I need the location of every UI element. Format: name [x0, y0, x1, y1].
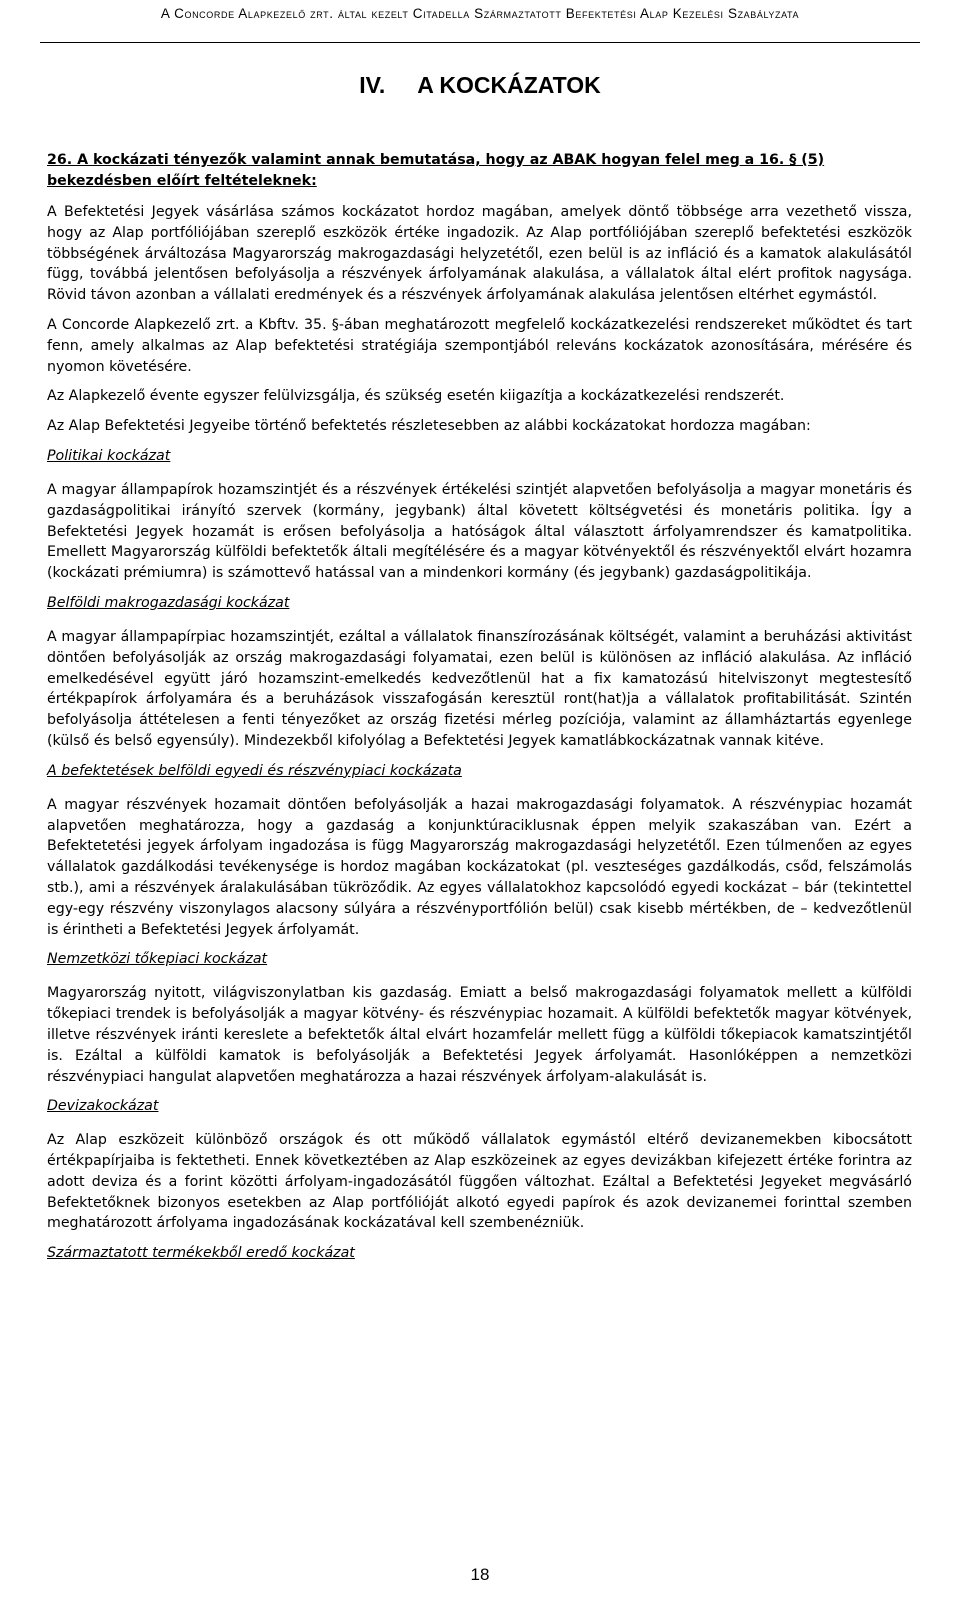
intro-paragraph: A Befektetési Jegyek vásárlása számos kockázatot hordoz magában, amelyek döntő többsége arra vezethető vissza, hogy az Alap portfóliójában szereplő eszközök értéke ingadozik. Az Alap portfóliójában szereplő befektetési eszközök többségének árváltozása Magyarország makrogazdasági helyzetétől, ezen belül is az infláció és a kamatok alakulásától függ, továbbá jelentősen befolyásolja a részvények árfolyamának alakulása, a vállalatok által elért profitok nagysága. Rövid távon azonban a vállalati eredmények és a részvények árfolyamának alakulása jelentősen eltérhet egymástól.	[47, 204, 912, 304]
risk-title-domestic-macro: Belföldi makrogazdasági kockázat	[47, 594, 290, 611]
risk-text-domestic-macro: A magyar állampapírpiac hozamszintjét, ezáltal a vállalatok finanszírozásának költségét, valamint a beruházási aktivitást döntően befolyásolják az ország makrogazdasági folyamatai, ezen belül is különösen az infláció alakulása. Az infláció emelkedésével együtt járó hozamszint-emelkedés kedvezőtlenül hat a fix kamatozású hitelviszonyt megtestesítő értékpapírok árfolyamára és a beruházások visszafogásán keresztül ront(hat)ja a vállalatok profitabilitását. Szintén befolyásolja áttételesen a fenti tényezőket az ország fizetési mérleg pozíciója, valamint az államháztartás egyenlege (külső és belső egyensúly). Mindezekből kifolyólag a Befektetési Jegyek kamatlábkockázatnak vannak kitéve.	[47, 628, 912, 749]
chapter-title	[0, 72, 960, 99]
header-divider	[40, 42, 920, 43]
risk-title-currency: Devizakockázat	[47, 1098, 159, 1115]
running-header: A Concorde Alapkezelő zrt. által kezelt Citadella Származtatott Befektetési Alap Kezelési Szabályzata	[160, 6, 800, 21]
chapter-number: IV.	[359, 72, 386, 98]
intro-paragraph: A Concorde Alapkezelő zrt. a Kbftv. 35. §-ában meghatározott megfelelő kockázatkezelési rendszereket működtet és tart fenn, amely alkalmas az Alap befektetési stratégiája szempontjából releváns kockázatok azonosítására, mérésére és nyomon követésére.	[47, 316, 912, 375]
risk-title-international-capital: Nemzetközi tőkepiaci kockázat	[47, 951, 268, 968]
risk-text-international-capital: Magyarország nyitott, világviszonylatban kis gazdaság. Emiatt a belső makrogazdasági folyamatok mellett a külföldi tőkepiaci trendek is befolyásolják a magyar kötvény- és részvénypiac hozamait. A külföldi befektetők magyar kötvények, illetve részvények iránti kereslete a befektetők által elvárt hozamfelár mellett függ a külföldi tőkepiacok kamatszintjétől is. Ezáltal a külföldi kamatok is befolyásolják a Befektetési Jegyek árfolyamát. Hasonlóképpen a nemzetközi részvénypiaci hangulat alapvetően meghatározza a hazai részvények árfolyam-alakulását is.	[47, 985, 912, 1085]
page-number: 18	[470, 1565, 490, 1584]
intro-paragraph: Az Alapkezelő évente egyszer felülvizsgálja, és szükség esetén kiigazítja a kockázatkezelési rendszerét.	[47, 388, 785, 405]
risk-title-derivatives: Származtatott termékekből eredő kockázat	[47, 1245, 355, 1262]
chapter-name: A KOCKÁZATOK	[417, 72, 601, 98]
risk-text-equity-market: A magyar részvények hozamait döntően befolyásolják a hazai makrogazdasági folyamatok. A részvénypiac hozamát alapvetően meghatározza, hogy a gazdaság a konjunktúraciklusnak éppen melyik szakaszában van. Ezért a Befektetetési jegyek árfolyam ingadozása is függ Magyarország makrogazdasági helyzetétől. Ezen túlmenően az egyes vállalatok gazdálkodási tevékenysége is hordoz magában kockázatokat (pl. veszteséges gazdálkodás, csőd, felszámolás stb.), ami a részvények áralakulásában tükröződik. Az egyes vállalatokhoz kapcsolódó egyedi kockázat – bár (tekintettel egy-egy részvény viszonylagos alacsony súlyára a részvényportfólión belül) csak kisebb mértékben, de – kedvezőtlenül is érintheti a Befektetési Jegyek árfolyamát.	[47, 796, 912, 938]
risk-title-equity-market: A befektetések belföldi egyedi és részvénypiaci kockázata	[47, 762, 462, 779]
risk-text-currency: Az Alap eszközeit különböző országok és ott működő vállalatok egymástól eltérő devizanemekben kibocsátott értékpapírjaiba is fektetheti. Ennek következtében az Alap eszközeinek az egyes devizákban kifejezett értéke forintra az adott deviza és a forint közötti árfolyam-ingadozásától függően változhat. Ezáltal a Befektetési Jegyeket megvásárló Befektetőknek bizonyos esetekben az Alap portfólióját alkotó egyedi papírok és azok devizanemei forinttal szemben meghatározott árfolyama ingadozásának kockázatával kell szembenézniük.	[47, 1132, 912, 1232]
document-body	[47, 150, 912, 1277]
risk-title-political: Politikai kockázat	[47, 447, 171, 464]
section-heading: 26. A kockázati tényezők valamint annak bemutatása, hogy az ABAK hogyan felel meg a 16. § (5) bekezdésben előírt feltételeknek:	[47, 152, 825, 189]
risk-text-political: A magyar állampapírok hozamszintjét és a részvények értékelési szintjét alapvetően befolyásolja a magyar monetáris és gazdaságpolitikai irányító szervek (kormány, jegybank) által követett költségvetési és monetáris politika. Így a Befektetési Jegyek hozamát is erősen befolyásolja a hatóságok által választott árfolyamrendszer és kamatpolitika. Emellett Magyarország külföldi befektetők általi megítélésére és a magyar kötvényektől és részvényektől elvárt hozamra (kockázati prémiumra) is számottevő hatással van a mindenkori kormány (és jegybank) gazdaságpolitikája.	[47, 481, 912, 582]
intro-paragraph: Az Alap Befektetési Jegyeibe történő befektetés részletesebben az alábbi kockázatokat hordozza magában:	[47, 418, 811, 435]
